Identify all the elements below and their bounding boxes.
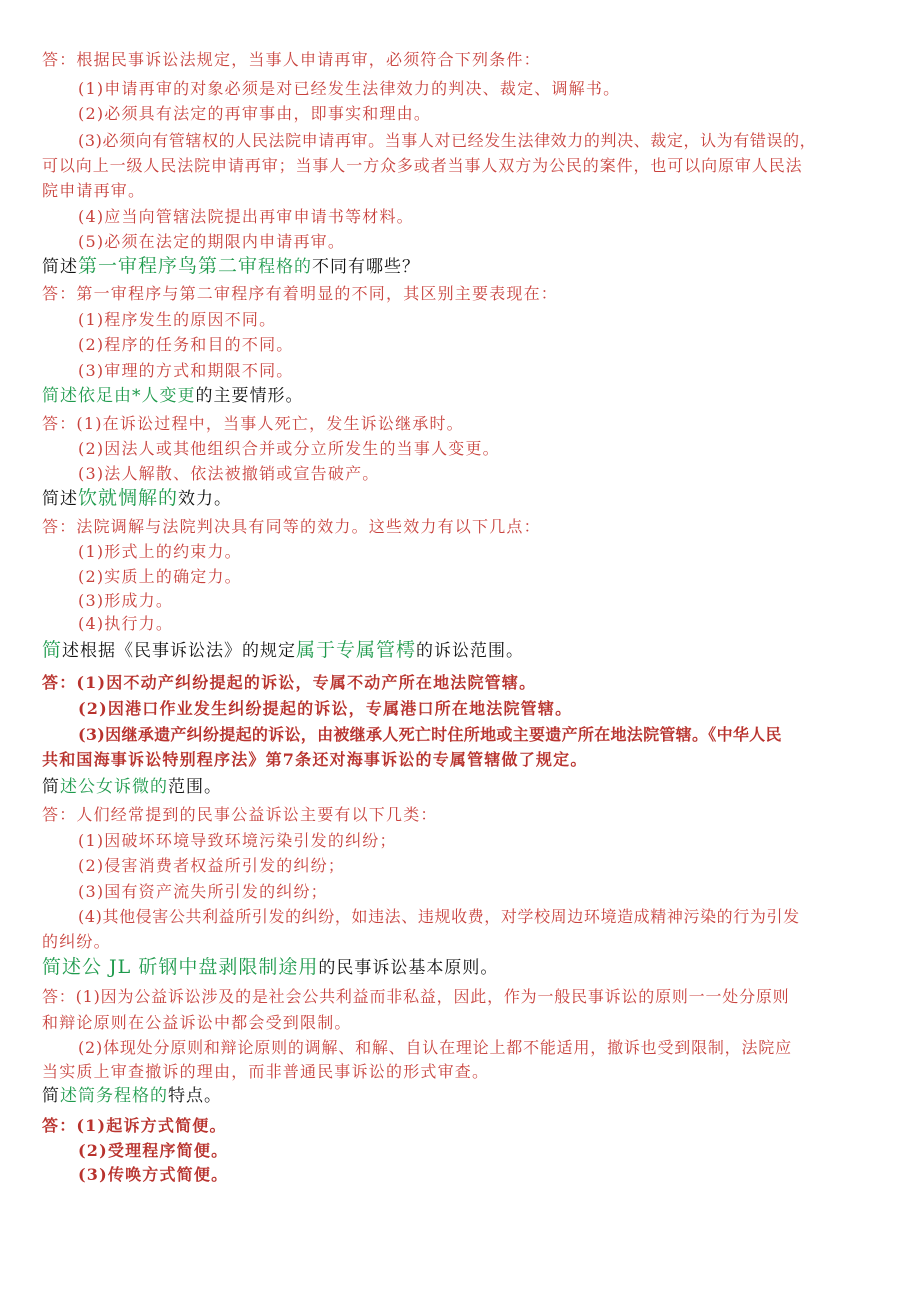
answer-line: 答：第一审程序与第二审程序有着明显的不同，其区别主要表现在： (42, 284, 559, 303)
question-heading (42, 385, 304, 407)
answer-line: 答：根据民事诉讼法规定，当事人申请再审，必须符合下列条件： (42, 50, 541, 69)
answer-line: 答：(1)起诉方式简便。 (42, 1116, 227, 1135)
answer-line: (4)执行力。 (78, 614, 174, 633)
question-highlight: 述公女诉微的 (60, 777, 168, 797)
question-heading (42, 487, 232, 510)
question-prefix: 简 (42, 1086, 60, 1106)
question-highlight: 简 (42, 639, 63, 661)
answer-line: 答：人们经常提到的民事公益诉讼主要有以下几类： (42, 805, 438, 824)
question-heading (42, 639, 524, 662)
answer-line: (2)实质上的确定力。 (78, 567, 242, 586)
answer-line: 的纠纷。 (42, 932, 111, 951)
question-suffix: 不同有哪些？ (312, 257, 421, 277)
answer-line: (1)程序发生的原因不同。 (78, 310, 277, 329)
question-suffix: 特点。 (168, 1086, 222, 1106)
question-suffix: 范围。 (168, 777, 222, 797)
answer-line: (5)必须在法定的期限内申请再审。 (78, 232, 346, 251)
question-heading (42, 255, 420, 278)
answer-line: 答：(1)因为公益诉讼涉及的是社会公共利益而非私益，因此，作为一般民事诉讼的原则一一处分原则 (42, 987, 790, 1006)
answer-line: (2)体现处分原则和辩论原则的调解、和解、自认在理论上都不能适用，撤诉也受到限制，法院应 (78, 1038, 792, 1057)
question-highlight: 第一审程序鸟第二审 (78, 255, 259, 277)
answer-line: (1)因破坏环境导致环境污染引发的纠纷； (78, 831, 397, 850)
answer-line: 院申请再审。 (42, 181, 146, 200)
question-suffix: 述根据《民事诉讼法》的规定 (62, 641, 297, 661)
question-heading (42, 956, 498, 979)
answer-line: 和辩论原则在公益诉讼中都会受到限制。 (42, 1013, 352, 1032)
answer-line: 当实质上审查撤诉的理由，而非普通民事诉讼的形式审查。 (42, 1062, 490, 1081)
answer-line: (2)因港口作业发生纠纷提起的诉讼，专属港口所在地法院管辖。 (78, 699, 573, 718)
answer-line: 答：法院调解与法院判决具有同等的效力。这些效力有以下几点： (42, 517, 541, 536)
question-highlight: 述筒务程格的 (60, 1086, 168, 1106)
answer-line: (3)审理的方式和期限不同。 (78, 361, 294, 380)
question-suffix: 的民事诉讼基本原则。 (318, 958, 499, 978)
answer-line: (2)受理程序简便。 (78, 1141, 229, 1160)
question-highlight: 简述依足由*人变更 (42, 386, 196, 406)
answer-line: (3)形成力。 (78, 591, 174, 610)
question-heading (42, 776, 222, 798)
answer-line: (3)国有资产流失所引发的纠纷； (78, 882, 328, 901)
question-prefix: 简述 (42, 257, 78, 277)
answer-line: (2)必须具有法定的再审事由，即事实和理由。 (78, 104, 432, 123)
answer-line: (2)程序的任务和目的不同。 (78, 335, 294, 354)
answer-line: (3)传唤方式简便。 (78, 1165, 229, 1184)
question-highlight: 简述公 JL 斫钢中盘剥限制途用 (42, 956, 319, 978)
answer-line: 可以向上一级人民法院申请再审；当事人一方众多或者当事人双方为公民的案件，也可以向原审人民法 (42, 156, 803, 175)
question-prefix: 简述 (42, 489, 78, 509)
answer-line: (3)因继承遗产纠纷提起的诉讼，由被继承人死亡时住所地或主要遗产所在地法院管辖。《中华人民 (78, 725, 782, 744)
question-suffix: 的主要情形。 (195, 386, 304, 406)
question-highlight: 属于专属管樗 (296, 639, 417, 661)
answer-line: 答：(1)在诉讼过程中，当事人死亡，发生诉讼继承时。 (42, 414, 464, 433)
answer-line: (2)因法人或其他组织合并或分立所发生的当事人变更。 (78, 439, 500, 458)
answer-line: (4)应当向管辖法院提出再审申请书等材料。 (78, 207, 414, 226)
answer-line: (1)形式上的约束力。 (78, 542, 242, 561)
question-prefix: 简 (42, 777, 60, 797)
answer-line: (3)法人解散、依法被撤销或宣告破产。 (78, 464, 380, 483)
question-heading (42, 1085, 222, 1107)
answer-line: (1)申请再审的对象必须是对已经发生法律效力的判决、裁定、调解书。 (78, 79, 621, 98)
answer-line: 答：(1)因不动产纠纷提起的诉讼，专属不动产所在地法院管辖。 (42, 673, 537, 692)
answer-line: (2)侵害消费者权益所引发的纠纷； (78, 856, 346, 875)
answer-line: 共和国海事诉讼特别程序法》第7条还对海事诉讼的专属管辖做了规定。 (42, 750, 588, 769)
question-highlight: 程格的 (258, 257, 313, 277)
question-suffix: 效力。 (178, 489, 233, 509)
answer-line: (4)其他侵害公共利益所引发的纠纷，如违法、违规收费，对学校周边环境造成精神污染的行为引发 (78, 907, 800, 926)
answer-line: (3)必须向有管辖权的人民法院申请再审。当事人对已经发生法律效力的判决、裁定，认为有错误的， (78, 131, 817, 150)
question-suffix: 的诉讼范围。 (416, 641, 525, 661)
question-highlight: 饮就惆解的 (78, 487, 179, 509)
